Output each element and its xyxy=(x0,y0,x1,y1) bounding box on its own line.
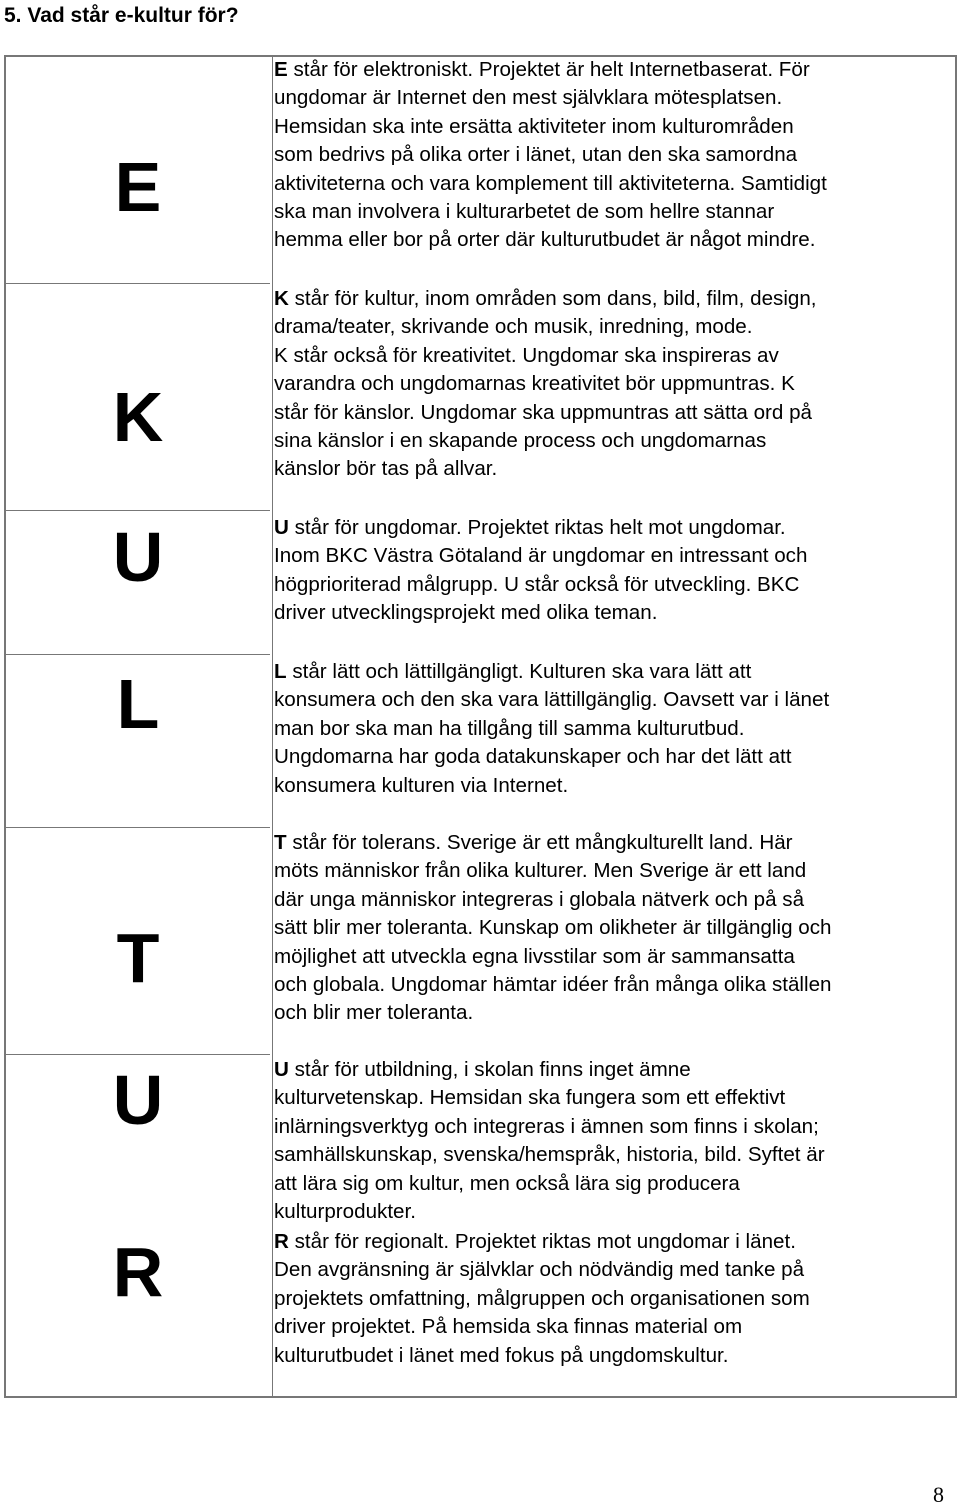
paragraph-l xyxy=(274,658,948,800)
lead-letter: T xyxy=(274,831,287,854)
text-line: står för utbildning, i skolan finns inget ämne xyxy=(288,1058,691,1081)
text-line: projektets omfattning, målgruppen och organisationen som xyxy=(274,1286,810,1310)
paragraph-e xyxy=(274,56,948,255)
text-line: att lära sig om kultur, men också lära sig producera xyxy=(274,1171,740,1195)
row-divider-e-k xyxy=(6,283,270,284)
section-heading: 5. Vad står e-kultur för? xyxy=(4,4,239,27)
page-number: 8 xyxy=(933,1482,944,1507)
text-line: möts människor från olika kulturer. Men Sverige är ett land xyxy=(274,859,807,883)
text-line: kulturprodukter. xyxy=(274,1200,416,1224)
text-line: kulturutbudet i länet med fokus på ungdomskultur. xyxy=(274,1343,729,1367)
letter-u-1: U xyxy=(112,518,164,596)
paragraph-k xyxy=(274,285,948,484)
text-line: Inom BKC Västra Götaland är ungdomar en intressant och xyxy=(274,544,808,568)
text-line: konsumera och den ska vara lättillgänglig. Oavsett var i länet xyxy=(274,688,830,712)
row-divider-u-l xyxy=(6,654,270,655)
text-line: driver utvecklingsprojekt med olika teman. xyxy=(274,601,658,625)
text-line: varandra och ungdomarnas kreativitet bör uppmuntras. K xyxy=(274,372,795,396)
lead-letter: U xyxy=(274,1058,289,1081)
text-line: ungdomar är Internet den mest självklara mötesplatsen. xyxy=(274,86,783,110)
letter-u-2: U xyxy=(112,1061,164,1139)
text-line: aktiviteterna och vara komplement till aktiviteterna. Samtidigt xyxy=(274,171,827,195)
text-line: konsumera kulturen via Internet. xyxy=(274,773,569,797)
text-line: högprioriterad målgrupp. U står också för utveckling. BKC xyxy=(274,572,800,596)
text-line: K står också för kreativitet. Ungdomar ska inspireras av xyxy=(274,343,779,367)
text-line: står för kultur, inom områden som dans, bild, film, design, xyxy=(288,287,817,310)
text-line: känslor bör tas på allvar. xyxy=(274,457,498,481)
lead-letter: K xyxy=(274,287,289,310)
letter-e: E xyxy=(114,148,162,226)
paragraph-u-ungdomar xyxy=(274,514,948,628)
text-line: står för tolerans. Sverige är ett mångkulturellt land. Här xyxy=(286,831,793,854)
letter-k: K xyxy=(112,378,164,456)
letter-r: R xyxy=(112,1233,164,1311)
text-line: samhällskunskap, svenska/hemspråk, historia, bild. Syftet är xyxy=(274,1143,825,1167)
paragraph-r xyxy=(274,1228,948,1370)
text-line: står lätt och lättillgängligt. Kulturen ska vara lätt att xyxy=(286,660,752,683)
text-line: Hemsidan ska inte ersätta aktiviteter inom kulturområden xyxy=(274,114,794,138)
letter-l: L xyxy=(116,665,160,743)
text-line: inlärningsverktyg och integreras i ämnen som finns i skolan; xyxy=(274,1114,819,1138)
text-line: Ungdomarna har goda datakunskaper och har det lätt att xyxy=(274,745,792,769)
column-divider xyxy=(272,57,273,1396)
row-divider-l-t xyxy=(6,827,270,828)
text-line: ska man involvera i kulturarbetet de som hellre stannar xyxy=(274,200,775,224)
text-line: och globala. Ungdomar hämtar idéer från många olika ställen xyxy=(274,973,832,997)
text-line: och blir mer toleranta. xyxy=(274,1001,474,1025)
text-line: hemma eller bor på orter där kulturutbudet är något mindre. xyxy=(274,228,816,252)
letter-t: T xyxy=(116,919,160,997)
text-line: står för ungdomar. Projektet riktas helt mot ungdomar. xyxy=(288,516,786,539)
text-line: som bedrivs på olika orter i länet, utan den ska samordna xyxy=(274,143,798,167)
paragraph-u-utbildning xyxy=(274,1056,948,1226)
text-line: möjlighet att utveckla egna livsstilar som är sammansatta xyxy=(274,944,795,968)
text-line: drama/teater, skrivande och musik, inredning, mode. xyxy=(274,315,753,339)
row-divider-k-u xyxy=(6,510,270,511)
lead-letter: U xyxy=(274,516,289,539)
text-line: Den avgränsning är självklar och nödvändig med tanke på xyxy=(274,1258,805,1282)
text-line: sina känslor i en skapande process och ungdomarnas xyxy=(274,429,767,453)
text-line: där unga människor integreras i globala nätverk och på så xyxy=(274,887,805,911)
text-line: kulturvetenskap. Hemsidan ska fungera som ett effektivt xyxy=(274,1086,786,1110)
lead-letter: R xyxy=(274,1230,289,1253)
text-line: driver projektet. På hemsida ska finnas material om xyxy=(274,1315,743,1339)
text-line: står för känslor. Ungdomar ska uppmuntras att sätta ord på xyxy=(274,400,812,424)
lead-letter: E xyxy=(274,58,288,81)
text-line: står för regionalt. Projektet riktas mot ungdomar i länet. xyxy=(288,1230,796,1253)
text-line: man bor ska man ha tillgång till samma kulturutbud. xyxy=(274,716,745,740)
lead-letter: L xyxy=(274,660,287,683)
text-line: sätt blir mer toleranta. Kunskap om olikheter är tillgänglig och xyxy=(274,916,832,940)
text-line: står för elektroniskt. Projektet är helt Internetbaserat. För xyxy=(287,58,810,81)
paragraph-t xyxy=(274,829,948,1028)
row-divider-t-u xyxy=(6,1054,270,1055)
